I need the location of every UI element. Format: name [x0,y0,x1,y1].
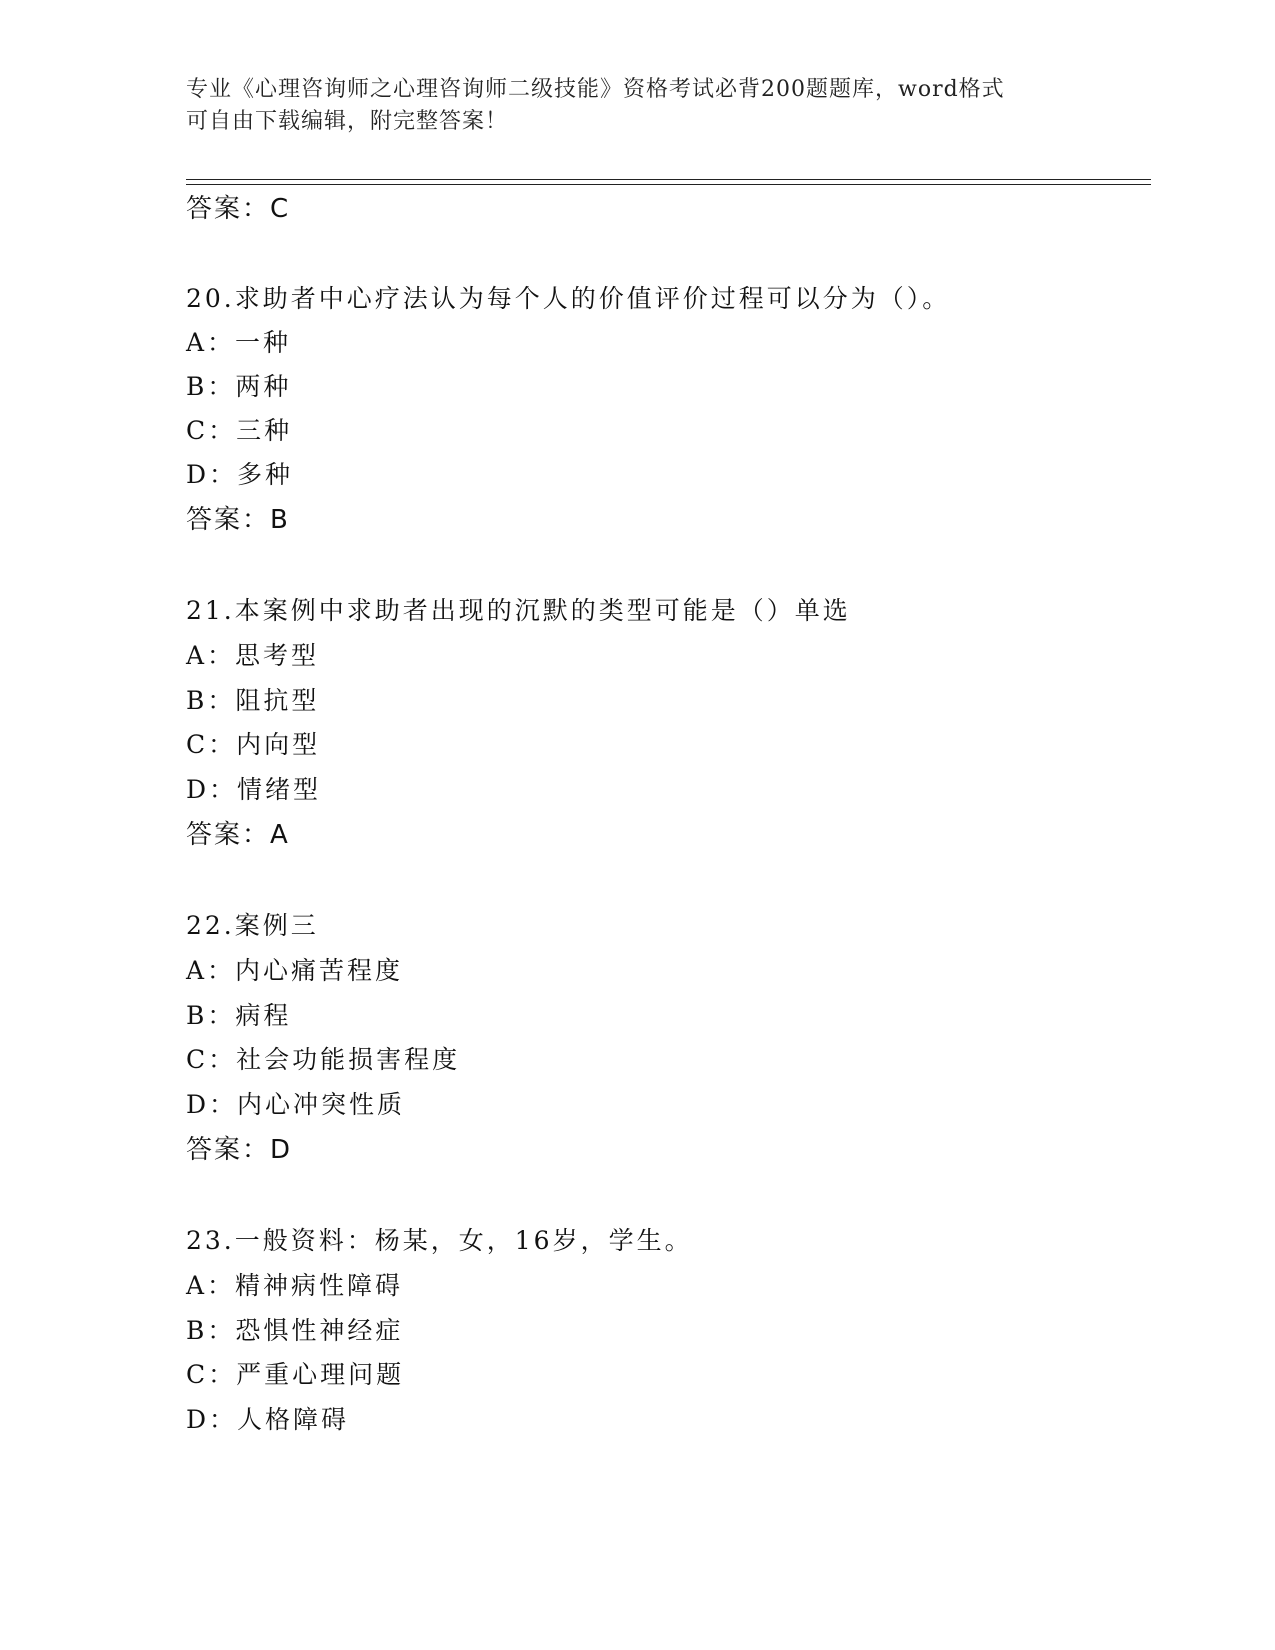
answer-label: 答案：A [186,820,290,850]
option-b: B：两种 [186,372,292,401]
answer-label: 答案：B [186,505,290,535]
question-stem: 20.求助者中心疗法认为每个人的价值评价过程可以分为（）。 [186,284,951,313]
header-line-2: 可自由下载编辑，附完整答案！ [186,109,509,134]
option-a: A：思考型 [186,641,320,670]
option-d: D：情绪型 [186,775,322,804]
answer-label: 答案：D [186,1135,293,1165]
option-a: A：一种 [186,328,292,357]
header-rule-top [186,179,1151,180]
answer-label: 答案：C [186,194,291,224]
option-b: B：恐惧性神经症 [186,1316,404,1345]
option-a: A：内心痛苦程度 [186,956,404,985]
option-d: D：内心冲突性质 [186,1090,406,1119]
question-stem: 23.一般资料：杨某，女，16岁，学生。 [186,1226,693,1255]
option-a: A：精神病性障碍 [186,1271,404,1300]
question-stem: 22.案例三 [186,911,319,940]
header-line-1: 专业《心理咨询师之心理咨询师二级技能》资格考试必背200题题库，word格式 [186,77,1005,102]
option-b: B：病程 [186,1001,292,1030]
option-c: C：三种 [186,416,293,445]
question-stem: 21.本案例中求助者出现的沉默的类型可能是（）单选 [186,596,851,625]
document-header [186,74,1066,138]
option-c: C：社会功能损害程度 [186,1045,461,1074]
option-c: C：内向型 [186,730,321,759]
header-rule-bottom [186,184,1151,185]
option-d: D：人格障碍 [186,1405,350,1434]
option-d: D：多种 [186,460,294,489]
option-b: B：阻抗型 [186,686,320,715]
option-c: C：严重心理问题 [186,1360,405,1389]
